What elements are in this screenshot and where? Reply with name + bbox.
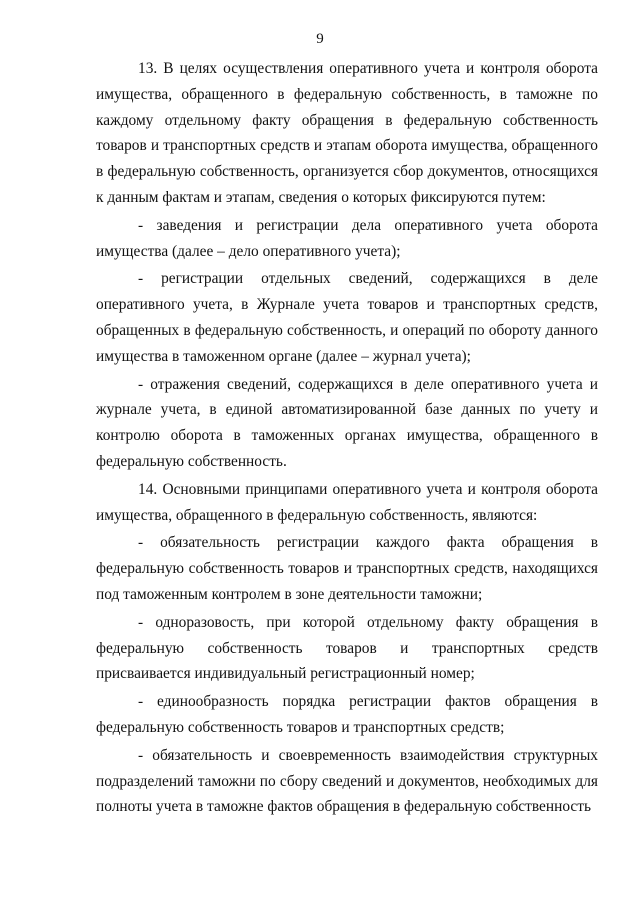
list-item-single-number: - одноразовость, при которой отдельному факту обращения в федеральную собственность товаров и транспортных средств присваивается индивидуальный регистрационный номер; (96, 613, 598, 683)
list-item-mandatory-registration: - обязательность регистрации каждого факта обращения в федеральную собственность товаров и транспортных средств, находящихся под таможенным контролем в зоне деятельности таможни; (96, 534, 598, 603)
page-number: 9 (316, 31, 324, 47)
list-item-interaction: - обязательность и своевременность взаимодействия структурных подразделений таможни по сбору сведений и документов, необходимых для полноты учета в таможне фактов обращения в федеральную собственность (96, 746, 598, 816)
list-item-uniformity: - единообразность порядка регистрации фактов обращения в федеральную собственность товаров и транспортных средств; (96, 693, 598, 736)
paragraph-13-intro: 13. В целях осуществления оперативного учета и контроля оборота имущества, обращенного в федеральную собственность, в таможне по каждому отдельному факту обращения в федеральную собственность товаров и транспортных средств и этапам оборота имущества, обращенного в федеральную собственность, организуется сбор документов, относящихся к данным фактам и этапам, сведения о которых фиксируются путем: (96, 60, 598, 206)
list-item-case-registration: - заведения и регистрации дела оперативного учета оборота имущества (далее – дело оперативного учета); (96, 216, 598, 260)
list-item-journal-registration: - регистрации отдельных сведений, содержащихся в деле оперативного учета, в Журнале учета товаров и транспортных средств, обращенных в федеральную собственность, и операций по обороту данного имущества в таможенном органе (далее – журнал учета); (96, 270, 598, 365)
list-item-database-reflection: - отражения сведений, содержащихся в деле оперативного учета и журнале учета, в единой автоматизированной базе данных по учету и контролю оборота в таможенных органах имущества, обращенного в федеральную собственность. (96, 375, 598, 470)
paragraph-14-intro: 14. Основными принципами оперативного учета и контроля оборота имущества, обращенного в федеральную собственность, являются: (96, 480, 598, 524)
document-body (96, 56, 598, 820)
